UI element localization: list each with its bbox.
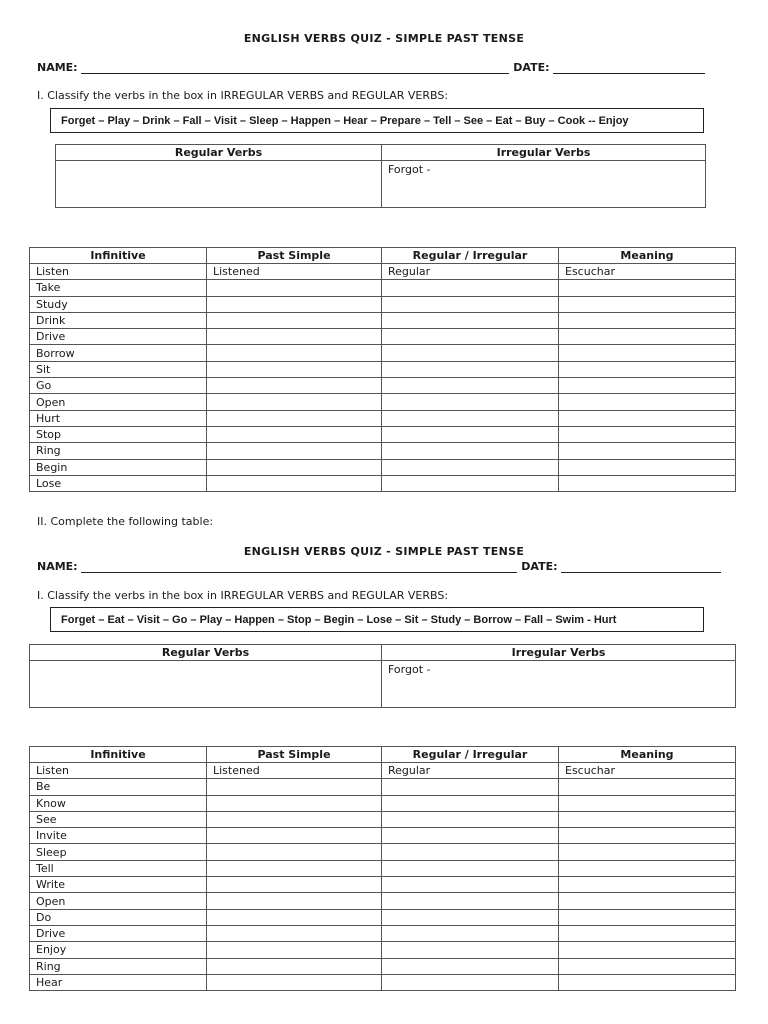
regular-irregular-cell: Regular <box>382 264 559 280</box>
regular-irregular-cell: Regular <box>382 763 559 779</box>
table-row <box>30 443 736 459</box>
classify-table <box>29 644 736 708</box>
past-simple-cell[interactable] <box>207 475 382 491</box>
past-simple-cell[interactable] <box>207 312 382 328</box>
infinitive-cell: Hear <box>30 974 207 990</box>
regular-irregular-cell[interactable] <box>382 958 559 974</box>
irregular-verbs-cell[interactable]: Forgot - <box>382 661 736 708</box>
instruction-classify: I. Classify the verbs in the box in IRREGULAR VERBS and REGULAR VERBS: <box>37 589 449 602</box>
regular-irregular-cell[interactable] <box>382 877 559 893</box>
regular-irregular-cell[interactable] <box>382 795 559 811</box>
past-simple-cell[interactable] <box>207 925 382 941</box>
header-infinitive: Infinitive <box>30 248 207 264</box>
past-simple-cell[interactable] <box>207 345 382 361</box>
meaning-cell[interactable] <box>559 877 736 893</box>
verbs-table <box>29 247 736 492</box>
regular-irregular-cell[interactable] <box>382 296 559 312</box>
meaning-cell[interactable] <box>559 394 736 410</box>
regular-irregular-cell[interactable] <box>382 942 559 958</box>
regular-irregular-cell[interactable] <box>382 361 559 377</box>
quiz-title: ENGLISH VERBS QUIZ - SIMPLE PAST TENSE <box>243 545 525 558</box>
infinitive-cell: Drink <box>30 312 207 328</box>
regular-irregular-cell[interactable] <box>382 893 559 909</box>
table-row <box>30 860 736 876</box>
meaning-cell[interactable] <box>559 779 736 795</box>
meaning-cell[interactable] <box>559 893 736 909</box>
past-simple-cell: Listened <box>207 264 382 280</box>
meaning-cell[interactable] <box>559 475 736 491</box>
meaning-cell[interactable] <box>559 426 736 442</box>
table-row <box>30 426 736 442</box>
infinitive-cell: Ring <box>30 443 207 459</box>
infinitive-cell: Drive <box>30 329 207 345</box>
name-field-line[interactable] <box>81 62 509 74</box>
regular-irregular-cell[interactable] <box>382 860 559 876</box>
meaning-cell[interactable] <box>559 329 736 345</box>
regular-verbs-cell[interactable] <box>56 161 382 208</box>
table-row <box>30 459 736 475</box>
infinitive-cell: Borrow <box>30 345 207 361</box>
meaning-cell: Escuchar <box>559 264 736 280</box>
classify-header-irregular: Irregular Verbs <box>382 145 706 161</box>
past-simple-cell[interactable] <box>207 909 382 925</box>
infinitive-cell: Write <box>30 877 207 893</box>
past-simple-cell: Listened <box>207 763 382 779</box>
meaning-cell[interactable] <box>559 410 736 426</box>
infinitive-cell: Be <box>30 779 207 795</box>
table-row <box>30 296 736 312</box>
table-row <box>30 811 736 827</box>
header-meaning: Meaning <box>559 248 736 264</box>
meaning-cell[interactable] <box>559 974 736 990</box>
past-simple-cell[interactable] <box>207 860 382 876</box>
classify-header-regular: Regular Verbs <box>56 145 382 161</box>
past-simple-cell[interactable] <box>207 394 382 410</box>
meaning-cell[interactable] <box>559 296 736 312</box>
past-simple-cell[interactable] <box>207 426 382 442</box>
table-row <box>30 844 736 860</box>
past-simple-cell[interactable] <box>207 828 382 844</box>
regular-irregular-cell[interactable] <box>382 811 559 827</box>
irregular-verbs-cell[interactable]: Forgot - <box>382 161 706 208</box>
regular-irregular-cell[interactable] <box>382 844 559 860</box>
name-label: NAME: <box>37 560 78 573</box>
header-meaning: Meaning <box>559 747 736 763</box>
past-simple-cell[interactable] <box>207 779 382 795</box>
infinitive-cell: Stop <box>30 426 207 442</box>
infinitive-cell: Study <box>30 296 207 312</box>
regular-irregular-cell[interactable] <box>382 828 559 844</box>
meaning-cell[interactable] <box>559 942 736 958</box>
table-row <box>30 974 736 990</box>
infinitive-cell: Invite <box>30 828 207 844</box>
name-field-line[interactable] <box>81 561 517 573</box>
past-simple-cell[interactable] <box>207 410 382 426</box>
regular-irregular-cell[interactable] <box>382 974 559 990</box>
table-row <box>30 312 736 328</box>
header-regular-irregular: Regular / Irregular <box>382 747 559 763</box>
table-row <box>30 410 736 426</box>
instruction-complete-table: II. Complete the following table: <box>37 515 214 528</box>
verb-box: Forget – Eat – Visit – Go – Play – Happen – Stop – Begin – Lose – Sit – Study – Borrow – Fall – Swim - Hurt <box>50 607 704 632</box>
table-row <box>30 378 736 394</box>
past-simple-cell[interactable] <box>207 811 382 827</box>
table-row <box>30 361 736 377</box>
past-simple-cell[interactable] <box>207 958 382 974</box>
past-simple-cell[interactable] <box>207 974 382 990</box>
meaning-cell[interactable] <box>559 443 736 459</box>
infinitive-cell: Enjoy <box>30 942 207 958</box>
past-simple-cell[interactable] <box>207 459 382 475</box>
meaning-cell[interactable] <box>559 378 736 394</box>
table-row <box>30 893 736 909</box>
past-simple-cell[interactable] <box>207 329 382 345</box>
infinitive-cell: Know <box>30 795 207 811</box>
meaning-cell[interactable] <box>559 312 736 328</box>
regular-irregular-cell[interactable] <box>382 345 559 361</box>
table-row <box>30 877 736 893</box>
infinitive-cell: Hurt <box>30 410 207 426</box>
meaning-cell[interactable] <box>559 459 736 475</box>
meaning-cell[interactable] <box>559 280 736 296</box>
meaning-cell[interactable] <box>559 958 736 974</box>
regular-irregular-cell[interactable] <box>382 280 559 296</box>
meaning-cell[interactable] <box>559 909 736 925</box>
table-row <box>30 795 736 811</box>
meaning-cell[interactable] <box>559 844 736 860</box>
meaning-cell[interactable] <box>559 925 736 941</box>
regular-irregular-cell[interactable] <box>382 426 559 442</box>
infinitive-cell: Go <box>30 378 207 394</box>
infinitive-cell: Take <box>30 280 207 296</box>
infinitive-cell: See <box>30 811 207 827</box>
infinitive-cell: Do <box>30 909 207 925</box>
meaning-cell: Escuchar <box>559 763 736 779</box>
classify-header-irregular: Irregular Verbs <box>382 645 736 661</box>
infinitive-cell: Tell <box>30 860 207 876</box>
past-simple-cell[interactable] <box>207 877 382 893</box>
quiz-title: ENGLISH VERBS QUIZ - SIMPLE PAST TENSE <box>243 32 525 45</box>
table-row <box>30 958 736 974</box>
past-simple-cell[interactable] <box>207 361 382 377</box>
infinitive-cell: Open <box>30 893 207 909</box>
meaning-cell[interactable] <box>559 345 736 361</box>
infinitive-cell: Begin <box>30 459 207 475</box>
header-regular-irregular: Regular / Irregular <box>382 248 559 264</box>
meaning-cell[interactable] <box>559 795 736 811</box>
table-row <box>30 925 736 941</box>
past-simple-cell[interactable] <box>207 296 382 312</box>
table-row <box>30 394 736 410</box>
regular-irregular-cell[interactable] <box>382 925 559 941</box>
table-row <box>30 329 736 345</box>
past-simple-cell[interactable] <box>207 280 382 296</box>
example-row <box>30 264 736 280</box>
meaning-cell[interactable] <box>559 811 736 827</box>
infinitive-cell: Open <box>30 394 207 410</box>
regular-irregular-cell[interactable] <box>382 329 559 345</box>
instruction-classify: I. Classify the verbs in the box in IRREGULAR VERBS and REGULAR VERBS: <box>37 89 449 102</box>
meaning-cell[interactable] <box>559 361 736 377</box>
name-date-row <box>37 61 705 74</box>
example-row <box>30 763 736 779</box>
regular-irregular-cell[interactable] <box>382 909 559 925</box>
regular-irregular-cell[interactable] <box>382 378 559 394</box>
infinitive-cell: Listen <box>30 264 207 280</box>
past-simple-cell[interactable] <box>207 844 382 860</box>
table-row <box>30 475 736 491</box>
header-past-simple: Past Simple <box>207 248 382 264</box>
meaning-cell[interactable] <box>559 828 736 844</box>
date-label: DATE: <box>521 560 558 573</box>
regular-irregular-cell[interactable] <box>382 394 559 410</box>
regular-irregular-cell[interactable] <box>382 410 559 426</box>
date-label: DATE: <box>513 61 550 74</box>
table-row <box>30 280 736 296</box>
infinitive-cell: Listen <box>30 763 207 779</box>
table-row <box>30 909 736 925</box>
meaning-cell[interactable] <box>559 860 736 876</box>
past-simple-cell[interactable] <box>207 378 382 394</box>
table-row <box>30 345 736 361</box>
header-infinitive: Infinitive <box>30 747 207 763</box>
table-row <box>30 942 736 958</box>
classify-table <box>55 144 706 208</box>
regular-irregular-cell[interactable] <box>382 312 559 328</box>
past-simple-cell[interactable] <box>207 893 382 909</box>
infinitive-cell: Drive <box>30 925 207 941</box>
date-field-line[interactable] <box>561 561 721 573</box>
past-simple-cell[interactable] <box>207 942 382 958</box>
infinitive-cell: Sleep <box>30 844 207 860</box>
table-row <box>30 828 736 844</box>
name-date-row <box>37 560 721 573</box>
regular-irregular-cell[interactable] <box>382 459 559 475</box>
regular-irregular-cell[interactable] <box>382 475 559 491</box>
header-past-simple: Past Simple <box>207 747 382 763</box>
past-simple-cell[interactable] <box>207 795 382 811</box>
classify-header-regular: Regular Verbs <box>30 645 382 661</box>
table-row <box>30 779 736 795</box>
name-label: NAME: <box>37 61 78 74</box>
regular-verbs-cell[interactable] <box>30 661 382 708</box>
date-field-line[interactable] <box>553 62 705 74</box>
verb-box: Forget – Play – Drink – Fall – Visit – Sleep – Happen – Hear – Prepare – Tell – See – Eat – Buy – Cook -- Enjoy <box>50 108 704 133</box>
infinitive-cell: Lose <box>30 475 207 491</box>
infinitive-cell: Sit <box>30 361 207 377</box>
infinitive-cell: Ring <box>30 958 207 974</box>
regular-irregular-cell[interactable] <box>382 443 559 459</box>
past-simple-cell[interactable] <box>207 443 382 459</box>
verbs-table <box>29 746 736 991</box>
regular-irregular-cell[interactable] <box>382 779 559 795</box>
